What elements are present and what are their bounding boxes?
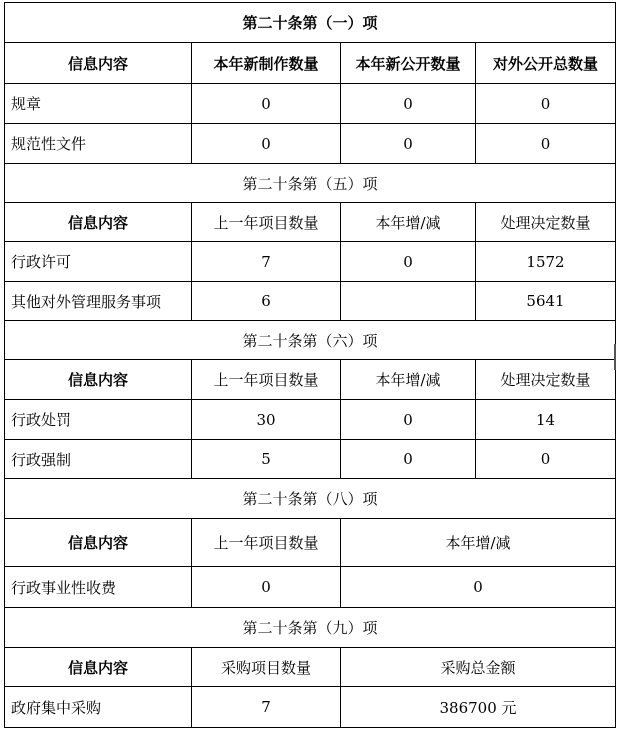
table-row <box>5 282 616 321</box>
section-title: 第二十条第（六）项 <box>5 321 616 360</box>
section-title: 第二十条第（一）项 <box>5 3 616 43</box>
table-row <box>5 124 616 164</box>
value-cell: 0 <box>341 440 476 479</box>
table-row <box>5 400 616 440</box>
value-cell: 0 <box>192 84 341 124</box>
section-title-row <box>5 3 616 43</box>
header-cell: 本年新公开数量 <box>341 43 476 84</box>
table-row <box>5 242 616 282</box>
header-cell: 处理决定数量 <box>476 203 616 242</box>
row-label: 政府集中采购 <box>5 687 192 728</box>
value-cell: 386700 元 <box>341 687 616 728</box>
value-cell: 0 <box>192 567 341 608</box>
header-cell: 本年增/减 <box>341 203 476 242</box>
header-cell: 本年增/减 <box>341 360 476 400</box>
header-cell: 采购总金额 <box>341 648 616 687</box>
value-cell: 7 <box>192 687 341 728</box>
header-cell: 本年增/减 <box>341 519 616 567</box>
section-title: 第二十条第（八）项 <box>5 479 616 519</box>
value-cell: 1572 <box>476 242 616 282</box>
row-label: 行政事业性收费 <box>5 567 192 608</box>
disclosure-table <box>4 2 616 728</box>
row-label: 规范性文件 <box>5 124 192 164</box>
value-cell: 30 <box>192 400 341 440</box>
value-cell: 0 <box>341 242 476 282</box>
header-cell: 采购项目数量 <box>192 648 341 687</box>
header-cell: 上一年项目数量 <box>192 519 341 567</box>
section-title: 第二十条第（九）项 <box>5 608 616 648</box>
value-cell: 0 <box>476 440 616 479</box>
value-cell: 0 <box>341 84 476 124</box>
value-cell: 0 <box>476 124 616 164</box>
section-title-row <box>5 164 616 203</box>
section-title-row <box>5 479 616 519</box>
value-cell: 5 <box>192 440 341 479</box>
section-title-row <box>5 321 616 360</box>
row-label: 规章 <box>5 84 192 124</box>
value-cell: 6 <box>192 282 341 321</box>
section-title: 第二十条第（五）项 <box>5 164 616 203</box>
header-row <box>5 519 616 567</box>
table-row <box>5 687 616 728</box>
table-row <box>5 440 616 479</box>
row-label: 行政强制 <box>5 440 192 479</box>
header-row <box>5 43 616 84</box>
header-cell: 上一年项目数量 <box>192 360 341 400</box>
header-cell: 信息内容 <box>5 648 192 687</box>
value-cell: 7 <box>192 242 341 282</box>
table-row <box>5 84 616 124</box>
header-row <box>5 203 616 242</box>
header-cell: 处理决定数量 <box>476 360 616 400</box>
header-row <box>5 648 616 687</box>
header-row <box>5 360 616 400</box>
value-cell: 0 <box>341 400 476 440</box>
header-cell: 信息内容 <box>5 203 192 242</box>
value-cell: 5641 <box>476 282 616 321</box>
header-cell: 上一年项目数量 <box>192 203 341 242</box>
value-cell: 0 <box>192 124 341 164</box>
row-label: 行政许可 <box>5 242 192 282</box>
value-cell <box>341 282 476 321</box>
header-cell: 对外公开总数量 <box>476 43 616 84</box>
header-cell: 信息内容 <box>5 43 192 84</box>
value-cell: 0 <box>341 567 616 608</box>
header-cell: 本年新制作数量 <box>192 43 341 84</box>
scroll-marker <box>614 344 616 370</box>
section-title-row <box>5 608 616 648</box>
header-cell: 信息内容 <box>5 360 192 400</box>
header-cell: 信息内容 <box>5 519 192 567</box>
value-cell: 0 <box>476 84 616 124</box>
row-label: 其他对外管理服务事项 <box>5 282 192 321</box>
row-label: 行政处罚 <box>5 400 192 440</box>
value-cell: 0 <box>341 124 476 164</box>
table-row <box>5 567 616 608</box>
value-cell: 14 <box>476 400 616 440</box>
